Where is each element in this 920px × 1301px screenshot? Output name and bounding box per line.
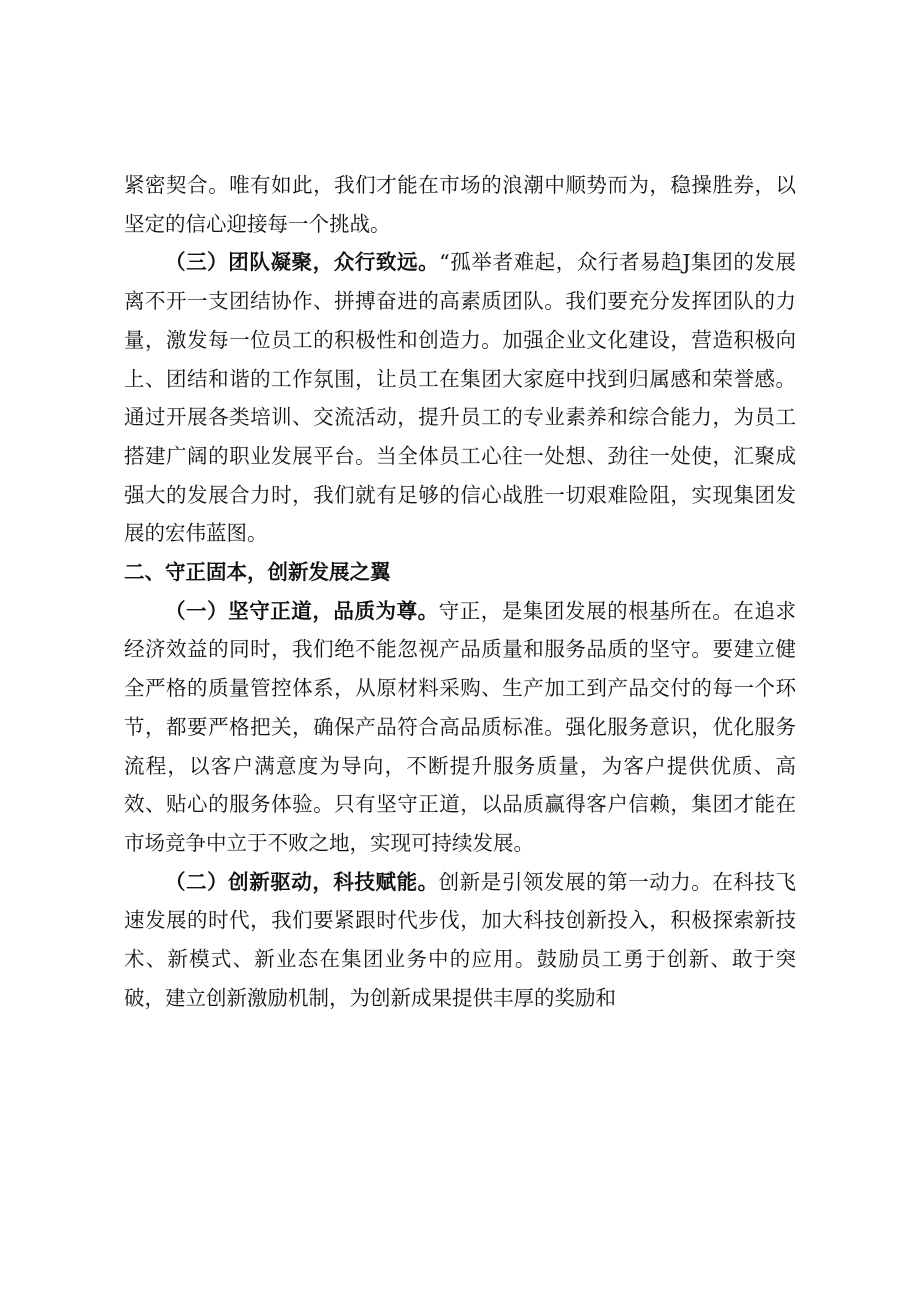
- section-heading: 二、守正固本，创新发展之翼: [124, 560, 391, 585]
- paragraph-text: 创新是引领发展的第一动力。在科技飞速发展的时代，我们要紧跟时代步伐，加大科技创新投入，积极探索新技术、新模式、新业态在集团业务中的应用。鼓励员工勇于创新、敢于突破，建立创新激励机制，为创新成果提供丰厚的奖励和: [124, 869, 796, 1010]
- paragraph-text: 紧密契合。唯有如此，我们才能在市场的浪潮中顺势而为，稳操胜券，以坚定的信心迎接每一个挑战。: [124, 173, 796, 236]
- paragraph-text: “孤举者难起，众行者易趋J集团的发展离不开一支团结协作、拼搏奋进的高素质团队。我们要充分发挥团队的力量，激发每一位员工的积极性和创造力。加强企业文化建设，营造积极向上、团结和谐的工作氛围，让员工在集团大家庭中找到归属感和荣誉感。通过开展各类培训、交流活动，提升员工的专业素养和综合能力，为员工搭建广阔的职业发展平台。当全体员工心往一处想、劲往一处使，汇聚成强大的发展合力时，我们就有足够的信心战胜一切艰难险阻，实现集团发展的宏伟蓝图。: [124, 250, 797, 546]
- paragraph-innovation-tech: [124, 863, 796, 1018]
- paragraph-team-cohesion: [124, 243, 796, 553]
- document-body: [124, 166, 796, 1017]
- paragraph-lead-heading: （一）坚守正道，品质为尊。: [165, 598, 439, 623]
- paragraph-continuation: [124, 166, 796, 243]
- paragraph-text: 守正，是集团发展的根基所在。在追求经济效益的同时，我们绝不能忽视产品质量和服务品质的坚守。要建立健全严格的质量管控体系，从原材料采购、生产加工到产品交付的每一个环节，都要严格把关，确保产品符合高品质标准。强化服务意识，优化服务流程，以客户满意度为导向，不断提升服务质量，为客户提供优质、高效、贴心的服务体验。只有坚守正道，以品质赢得客户信赖，集团才能在市场竞争中立于不败之地，实现可持续发展。: [124, 598, 796, 855]
- paragraph-lead-heading: （二）创新驱动，科技赋能。: [165, 869, 439, 894]
- paragraph-integrity-quality: [124, 592, 796, 863]
- paragraph-lead-heading: （三）团队凝聚，众行致远。: [165, 250, 440, 275]
